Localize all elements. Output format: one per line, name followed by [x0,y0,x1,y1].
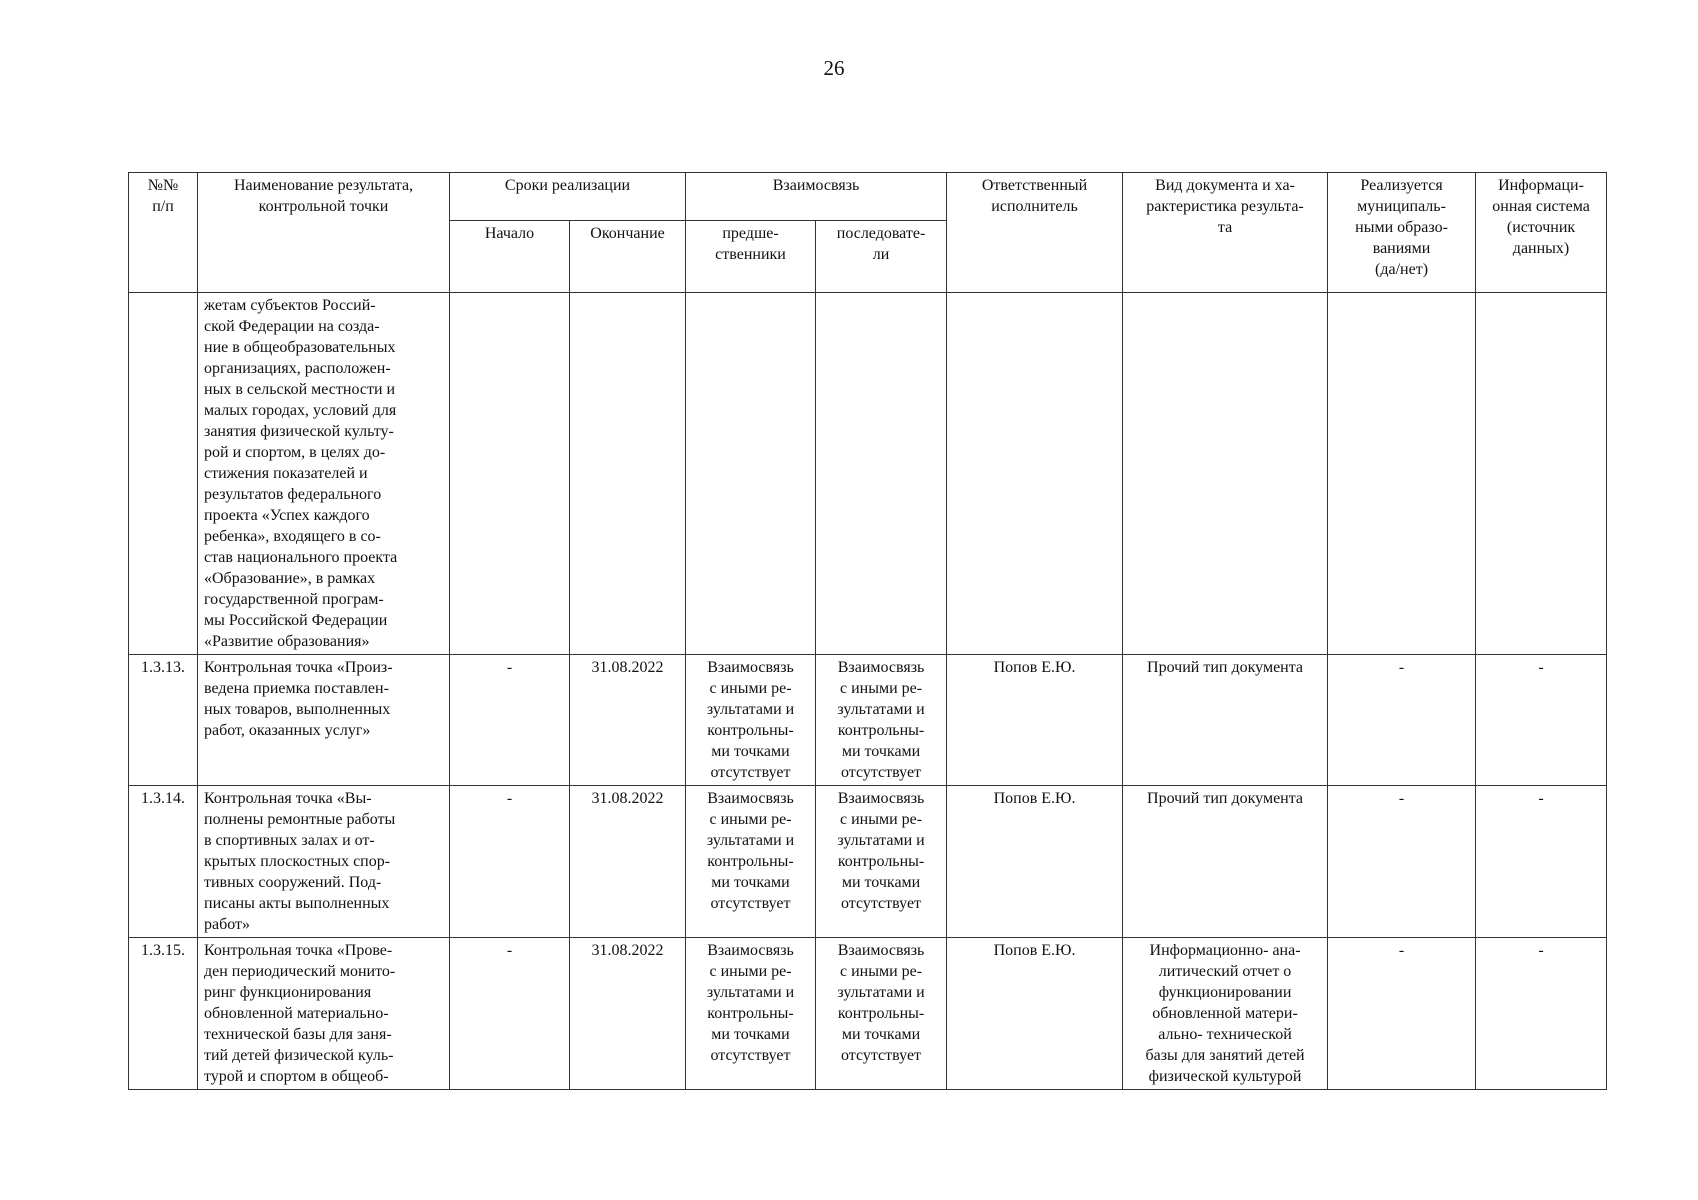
row-info-system [1476,293,1607,655]
row-start [450,293,570,655]
table-row [129,786,1607,938]
row-name: Контрольная точка «Произ- ведена приемка поставлен- ных товаров, выполненных работ, оказанных услуг» [198,655,450,786]
page-number: 26 [823,56,845,80]
row-end: 31.08.2022 [570,938,686,1090]
row-successors [816,293,947,655]
row-end: 31.08.2022 [570,655,686,786]
header-deadlines: Сроки реализации [450,173,686,221]
row-successors: Взаимосвязь с иными ре- зультатами и контрольны- ми точками отсутствует [816,938,947,1090]
row-start: - [450,655,570,786]
row-name: Контрольная точка «Вы- полнены ремонтные работы в спортивных залах и от- крытых плоскостных спор- тивных сооружений. Под- писаны акты выполненных работ» [198,786,450,938]
row-num: 1.3.13. [129,655,198,786]
row-municipal: - [1328,655,1476,786]
control-points-table [128,172,1607,1090]
table-row [129,938,1607,1090]
header-responsible: Ответственный исполнитель [947,173,1123,293]
header-doc-type: Вид документа и ха- рактеристика результа- та [1123,173,1328,293]
row-successors: Взаимосвязь с иными ре- зультатами и контрольны- ми точками отсутствует [816,786,947,938]
header-name: Наименование результата, контрольной точки [198,173,450,293]
row-name: жетам субъектов Россий- ской Федерации на созда- ние в общеобразовательных организациях, расположен- ных в сельской местности и малых городах, условий для занятия физической культу- рой и спортом, в целях до- стижения показателей и результатов федерального проекта «Успех каждого ребенка», входящего в со- став национального проекта «Образование», в рамках государственной програм- мы Российской Федерации «Развитие образования» [198,293,450,655]
table-row [129,293,1607,655]
header-relation: Взаимосвязь [686,173,947,221]
row-num [129,293,198,655]
row-predecessors: Взаимосвязь с иными ре- зультатами и контрольны- ми точками отсутствует [686,786,816,938]
header-predecessors: предше- ственники [686,221,816,293]
row-num: 1.3.15. [129,938,198,1090]
row-municipal: - [1328,786,1476,938]
header-num: №№ п/п [129,173,198,293]
row-doc-type: Прочий тип документа [1123,655,1328,786]
row-responsible [947,293,1123,655]
row-end [570,293,686,655]
row-municipal [1328,293,1476,655]
row-num: 1.3.14. [129,786,198,938]
row-responsible: Попов Е.Ю. [947,938,1123,1090]
row-successors: Взаимосвязь с иными ре- зультатами и контрольны- ми точками отсутствует [816,655,947,786]
row-info-system: - [1476,938,1607,1090]
row-doc-type [1123,293,1328,655]
header-start: Начало [450,221,570,293]
row-start: - [450,786,570,938]
header-info-system: Информаци- онная система (источник данных) [1476,173,1607,293]
row-end: 31.08.2022 [570,786,686,938]
row-predecessors: Взаимосвязь с иными ре- зультатами и контрольны- ми точками отсутствует [686,655,816,786]
header-successors: последовате- ли [816,221,947,293]
row-responsible: Попов Е.Ю. [947,786,1123,938]
row-doc-type: Информационно- ана- литический отчет о функционировании обновленной матери- ально- технической базы для занятий детей физической культурой [1123,938,1328,1090]
row-predecessors [686,293,816,655]
row-municipal: - [1328,938,1476,1090]
header-end: Окончание [570,221,686,293]
table-header-row [129,173,1607,221]
row-name: Контрольная точка «Прове- ден периодический монито- ринг функционирования обновленной материально- технической базы для заня- тий детей физической куль- турой и спортом в общеоб- [198,938,450,1090]
row-start: - [450,938,570,1090]
row-responsible: Попов Е.Ю. [947,655,1123,786]
row-doc-type: Прочий тип документа [1123,786,1328,938]
table-row [129,655,1607,786]
row-info-system: - [1476,786,1607,938]
row-info-system: - [1476,655,1607,786]
header-municipal: Реализуется муниципаль- ными образо- ваниями (да/нет) [1328,173,1476,293]
row-predecessors: Взаимосвязь с иными ре- зультатами и контрольны- ми точками отсутствует [686,938,816,1090]
